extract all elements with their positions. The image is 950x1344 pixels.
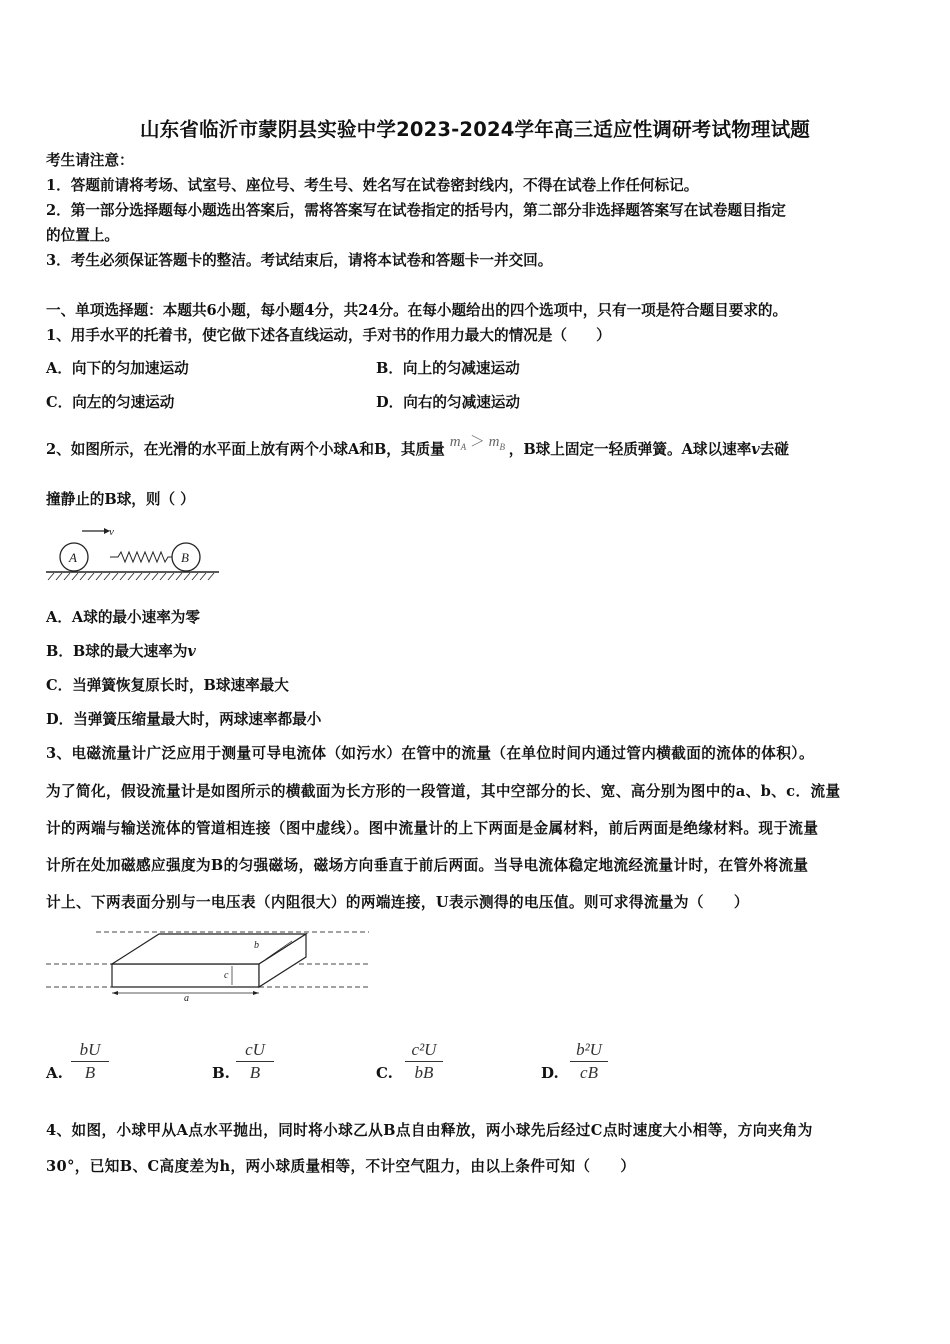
section-heading: 一、单项选择题：本题共6小题，每小题4分，共24分。在每小题给出的四个选项中，只有一项是符合题目要求的。 bbox=[46, 302, 788, 319]
q3-option-a-label: A. bbox=[46, 1064, 63, 1082]
q2-option-c: C．当弹簧恢复原长时，B球速率最大 bbox=[46, 677, 289, 694]
flowmeter-box bbox=[112, 934, 306, 987]
q1-option-a: A．向下的匀加速运动 bbox=[46, 360, 189, 377]
ball-a-label: A bbox=[69, 550, 77, 565]
q3-option-d-fraction: b²U cB bbox=[566, 1040, 612, 1083]
notice-item-3: 3．考生必须保证答题卡的整洁。考试结束后，请将本试卷和答题卡一并交回。 bbox=[46, 252, 553, 269]
q1-option-b: B．向上的匀减速运动 bbox=[376, 360, 520, 377]
q3-option-b-label: B. bbox=[212, 1064, 230, 1082]
q1-option-c: C．向左的匀速运动 bbox=[46, 394, 175, 411]
q3-line-5: 计上、下两表面分别与一电压表（内阻很大）的两端连接，U表示测得的电压值。则可求得流量为（ ） bbox=[46, 894, 749, 911]
q4-line-1: 4、如图，小球甲从A点水平抛出，同时将小球乙从B点自由释放，两小球先后经过C点时速度大小相等，方向夹角为 bbox=[46, 1122, 813, 1139]
q2-stem-part-c: 去碰 bbox=[759, 441, 789, 458]
q3-option-d-label: D. bbox=[541, 1064, 559, 1082]
page-title: 山东省临沂市蒙阴县实验中学2023-2024学年高三适应性调研考试物理试题 bbox=[139, 118, 811, 141]
q3-line-3: 计的两端与输送流体的管道相连接（图中虚线）。图中流量计的上下两面是金属材料，前后两面是绝缘材料。现于流量 bbox=[46, 820, 819, 837]
q3-option-c-label: C. bbox=[376, 1064, 393, 1082]
q2-option-a: A．A球的最小速率为零 bbox=[46, 609, 200, 626]
notice-item-2-cont: 的位置上。 bbox=[46, 227, 119, 244]
velocity-label: v bbox=[109, 526, 114, 538]
q3-line-2: 为了简化，假设流量计是如图所示的横截面为长方形的一段管道，其中空部分的长、宽、高分别为图中的a、b、c．流量 bbox=[46, 783, 841, 800]
q1-stem: 1、用手水平的托着书，使它做下述各直线运动，手对书的作用力最大的情况是（ ） bbox=[46, 327, 611, 344]
q3-option-b-fraction: cU B bbox=[232, 1040, 278, 1083]
q1-option-d: D．向右的匀减速运动 bbox=[376, 394, 521, 411]
dim-c-label: c bbox=[224, 970, 229, 981]
q2-option-b: B．B球的最大速率为v bbox=[46, 643, 196, 660]
notice-heading: 考生请注意： bbox=[46, 152, 134, 169]
velocity-symbol: v bbox=[751, 441, 760, 458]
q2-collision-figure bbox=[44, 522, 224, 584]
q2-stem-line-2: 撞静止的B球，则（ ） bbox=[46, 491, 195, 508]
q3-line-4: 计所在处加磁感应强度为B的匀强磁场，磁场方向垂直于前后两面。当导电流体稳定地流经流量计时，在管外将流量 bbox=[46, 857, 809, 874]
dim-a-label: a bbox=[184, 993, 189, 1002]
q3-option-c-fraction: c²U bB bbox=[401, 1040, 447, 1083]
ball-b-label: B bbox=[181, 550, 189, 565]
ground-hatching bbox=[48, 573, 214, 580]
q3-option-a-fraction: bU B bbox=[67, 1040, 113, 1083]
q3-line-1: 3、电磁流量计广泛应用于测量可导电流体（如污水）在管中的流量（在单位时间内通过管内横截面的流体的体积）。 bbox=[46, 745, 814, 762]
q4-line-2: 30°，已知B、C高度差为h，两小球质量相等，不计空气阻力，由以上条件可知（ ） bbox=[46, 1158, 636, 1175]
spring bbox=[110, 552, 172, 562]
mass-inequality: $m_A > m_B$ bbox=[449, 434, 505, 452]
q2-stem-part-a: 2、如图所示，在光滑的水平面上放有两个小球A和B，其质量 bbox=[46, 441, 445, 458]
q2-stem-line-1 bbox=[46, 434, 789, 464]
q2-stem-part-b: ，B球上固定一轻质弹簧。A球以速率 bbox=[508, 441, 752, 458]
q3-flowmeter-figure bbox=[44, 926, 374, 1002]
notice-item-1: 1．答题前请将考场、试室号、座位号、考生号、姓名写在试卷密封线内，不得在试卷上作任何标记。 bbox=[46, 177, 699, 194]
q2-option-d: D．当弹簧压缩量最大时，两球速率都最小 bbox=[46, 711, 322, 728]
notice-item-2: 2．第一部分选择题每小题选出答案后，需将答案写在试卷指定的括号内，第二部分非选择题答案写在试卷题目指定 bbox=[46, 202, 786, 219]
dim-b-label: b bbox=[254, 940, 259, 951]
